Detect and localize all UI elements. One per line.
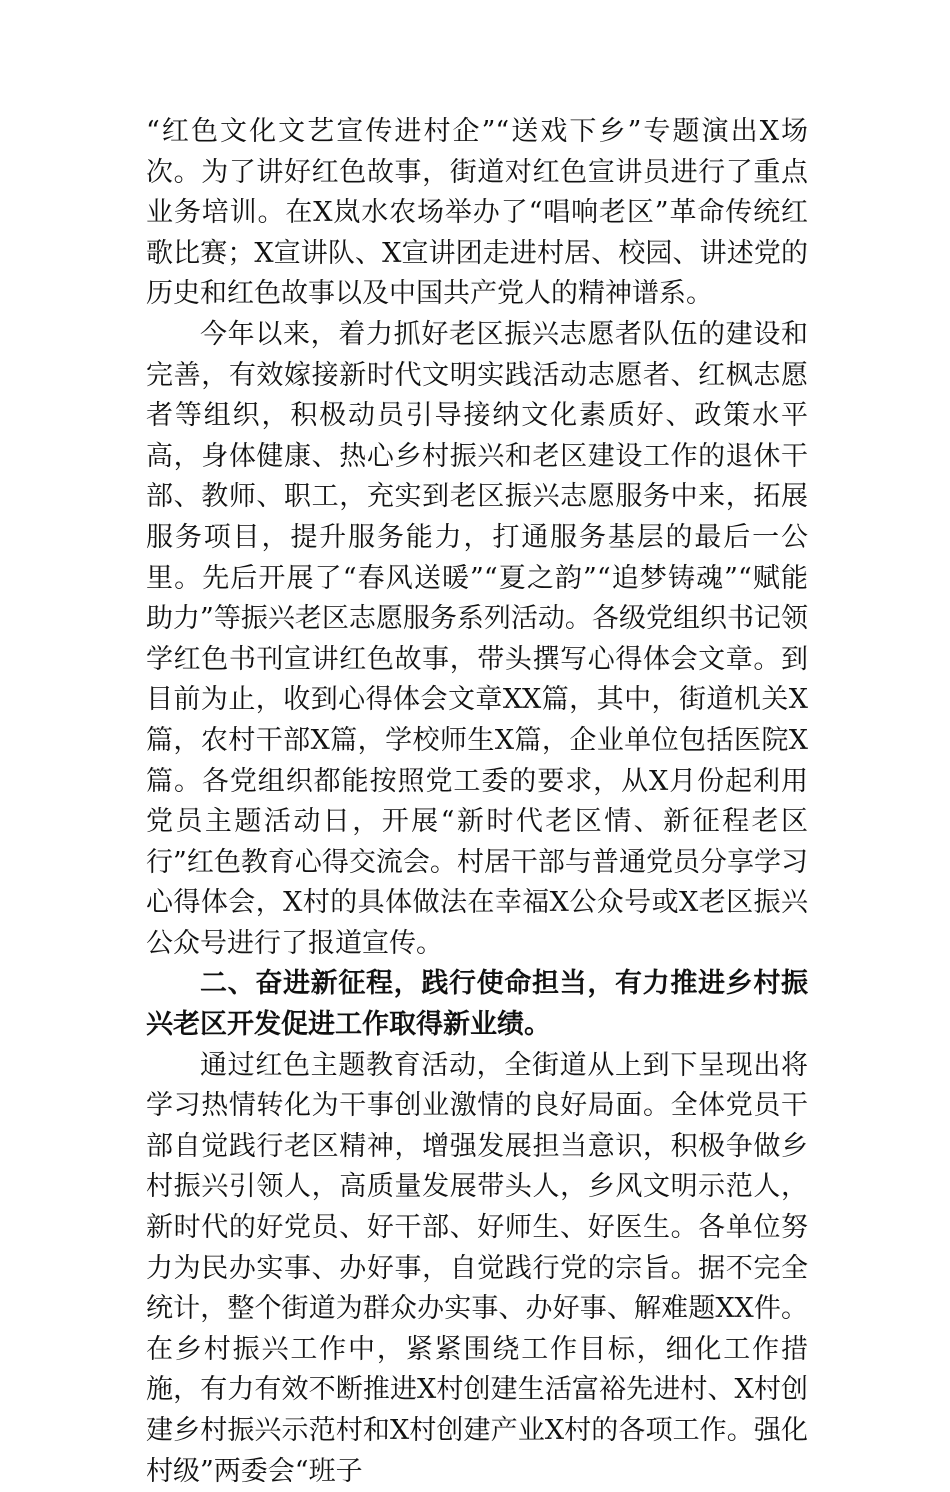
section-heading: 二、奋进新征程，践行使命担当，有力推进乡村振兴老区开发促进工作取得新业绩。	[146, 968, 808, 1041]
paragraph-education-results: 通过红色主题教育活动，全街道从上到下呈现出将学习热情转化为干事创业激情的良好局面。全体党员干部自觉践行老区精神，增强发展担当意识，积极争做乡村振兴引领人，高质量发展带头人，乡风文明示范人，新时代的好党员、好干部、好师生、好医生。各单位努力为民办实事、办好事，自觉践行党的宗旨。据不完全统计，整个街道为群众办实事、办好事、解难题XX件。在乡村振兴工作中，紧紧围绕工作目标，细化工作措施，有力有效不断推进X村创建生活富裕先进村、X村创建乡村振兴示范村和X村创建产业X村的各项工作。强化村级”两委会“班子	[146, 1049, 808, 1487]
paragraph-continuation: “红色文化文艺宣传进村企”“送戏下乡”专题演出X场次。为了讲好红色故事，街道对红色宣讲员进行了重点业务培训。在X岚水农场举办了“唱响老区”革命传统红歌比赛；X宣讲队、X宣讲团走进村居、校园、讲述党的历史和红色故事以及中国共产党人的精神谱系。	[146, 116, 808, 310]
paragraph-volunteers: 今年以来，着力抓好老区振兴志愿者队伍的建设和完善，有效嫁接新时代文明实践活动志愿者、红枫志愿者等组织，积极动员引导接纳文化素质好、政策水平高，身体健康、热心乡村振兴和老区建设工作的退休干部、教师、职工，充实到老区振兴志愿服务中来，拓展服务项目，提升服务能力，打通服务基层的最后一公里。先后开展了“春风送暖”“夏之韵”“追梦铸魂”“赋能助力”等振兴老区志愿服务系列活动。各级党组织书记领学红色书刊宣讲红色故事，带头撰写心得体会文章。到目前为止，收到心得体会文章XX篇，其中，街道机关X篇，农村干部X篇，学校师生X篇，企业单位包括医院X篇。各党组织都能按照党工委的要求，从X月份起利用党员主题活动日，开展“新时代老区情、新征程老区行”红色教育心得交流会。村居干部与普通党员分享学习心得体会，X村的具体做法在幸福X公众号或X老区振兴公众号进行了报道宣传。	[146, 318, 808, 959]
document-body	[146, 112, 808, 1492]
